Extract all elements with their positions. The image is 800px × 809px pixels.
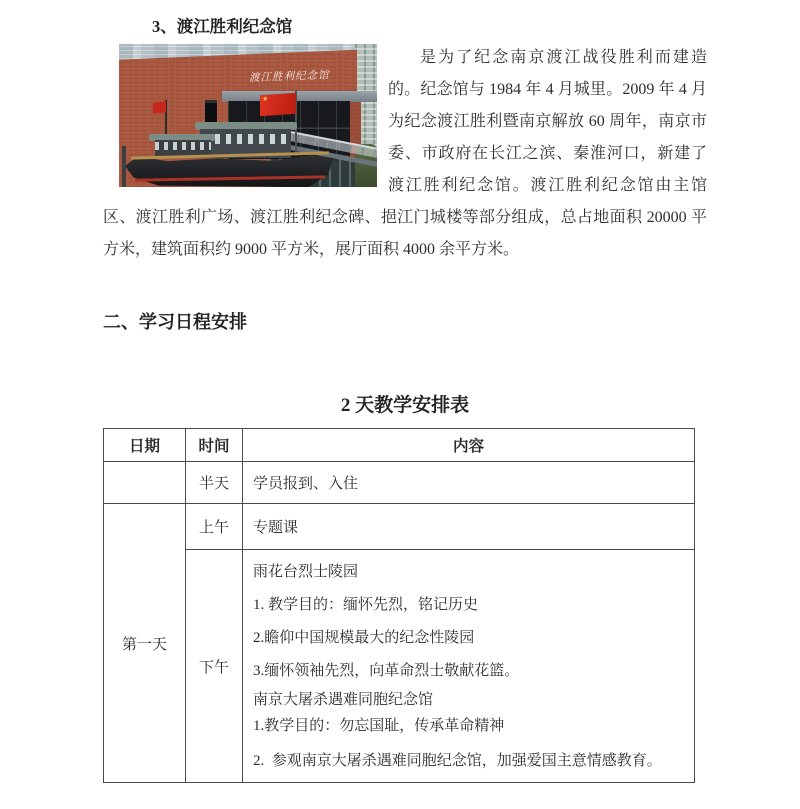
photo-china-flag <box>260 93 296 117</box>
memorial-paragraph: 是为了纪念南京渡江战役胜利而建造的。纪念馆与 1984 年 4 月城里。2009 年 4 月为纪念渡江胜利暨南京解放 60 周年，南京市委、市政府在长江之滨、秦淮河口，新建了渡江胜利纪念馆。渡江胜利纪念馆由主馆区、渡江胜利广场、渡江胜利纪念碑、挹江门城楼等部分组成，总占地面积 20000 平方米，建筑面积约 9000 平方米，展厅面积 4000 余平方米。 <box>103 49 707 258</box>
afternoon-line: 1.教学目的：勿忘国耻，传承革命精神 <box>253 718 505 734</box>
afternoon-line: 雨花台烈士陵园 <box>253 564 359 580</box>
schedule-table <box>103 428 695 783</box>
afternoon-line: 2.瞻仰中国规模最大的纪念性陵园 <box>253 630 475 646</box>
afternoon-line: 1. 教学目的：缅怀先烈，铭记历史 <box>253 597 479 613</box>
photo-boat-flag <box>153 101 166 113</box>
schedule-header-row <box>104 429 695 462</box>
cell-afternoon-content <box>243 550 695 783</box>
cell-day1-date: 第一天 <box>104 504 186 783</box>
schedule-row-day1-morning <box>104 504 695 550</box>
header-date: 日期 <box>104 429 186 462</box>
cell-morning-time: 上午 <box>186 504 243 550</box>
afternoon-line: 2. 参观南京大屠杀遇难同胞纪念馆，加强爱国主意情感教育。 <box>253 753 662 769</box>
memorial-intro <box>103 42 707 266</box>
photo-flag-star: ★ <box>262 94 269 104</box>
photo-lamp-post <box>122 146 126 187</box>
schedule-row-day1-afternoon <box>104 550 695 783</box>
schedule-table-title: 2 天教学安排表 <box>340 395 470 416</box>
cell-checkin-content: 学员报到、入住 <box>243 462 695 504</box>
schedule-heading: 二、学习日程安排 <box>103 312 247 332</box>
memorial-photo <box>119 44 377 187</box>
header-time: 时间 <box>186 429 243 462</box>
afternoon-line: 南京大屠杀遇难同胞纪念馆 <box>253 692 434 708</box>
schedule-row-checkin <box>104 462 695 504</box>
cell-morning-content: 专题课 <box>243 504 695 550</box>
document-page <box>103 16 707 783</box>
header-content: 内容 <box>243 429 695 462</box>
photo-plaque-calligraphy: 渡江胜利纪念馆 <box>248 70 330 84</box>
photo-boat-cabin-windows <box>204 134 287 144</box>
memorial-heading: 3、渡江胜利纪念馆 <box>152 17 293 36</box>
cell-afternoon-time: 下午 <box>186 550 243 783</box>
cell-checkin-time: 半天 <box>186 462 243 504</box>
cell-checkin-date <box>104 462 186 504</box>
afternoon-line: 3.缅怀领袖先烈，向革命烈士敬献花篮。 <box>253 663 520 679</box>
